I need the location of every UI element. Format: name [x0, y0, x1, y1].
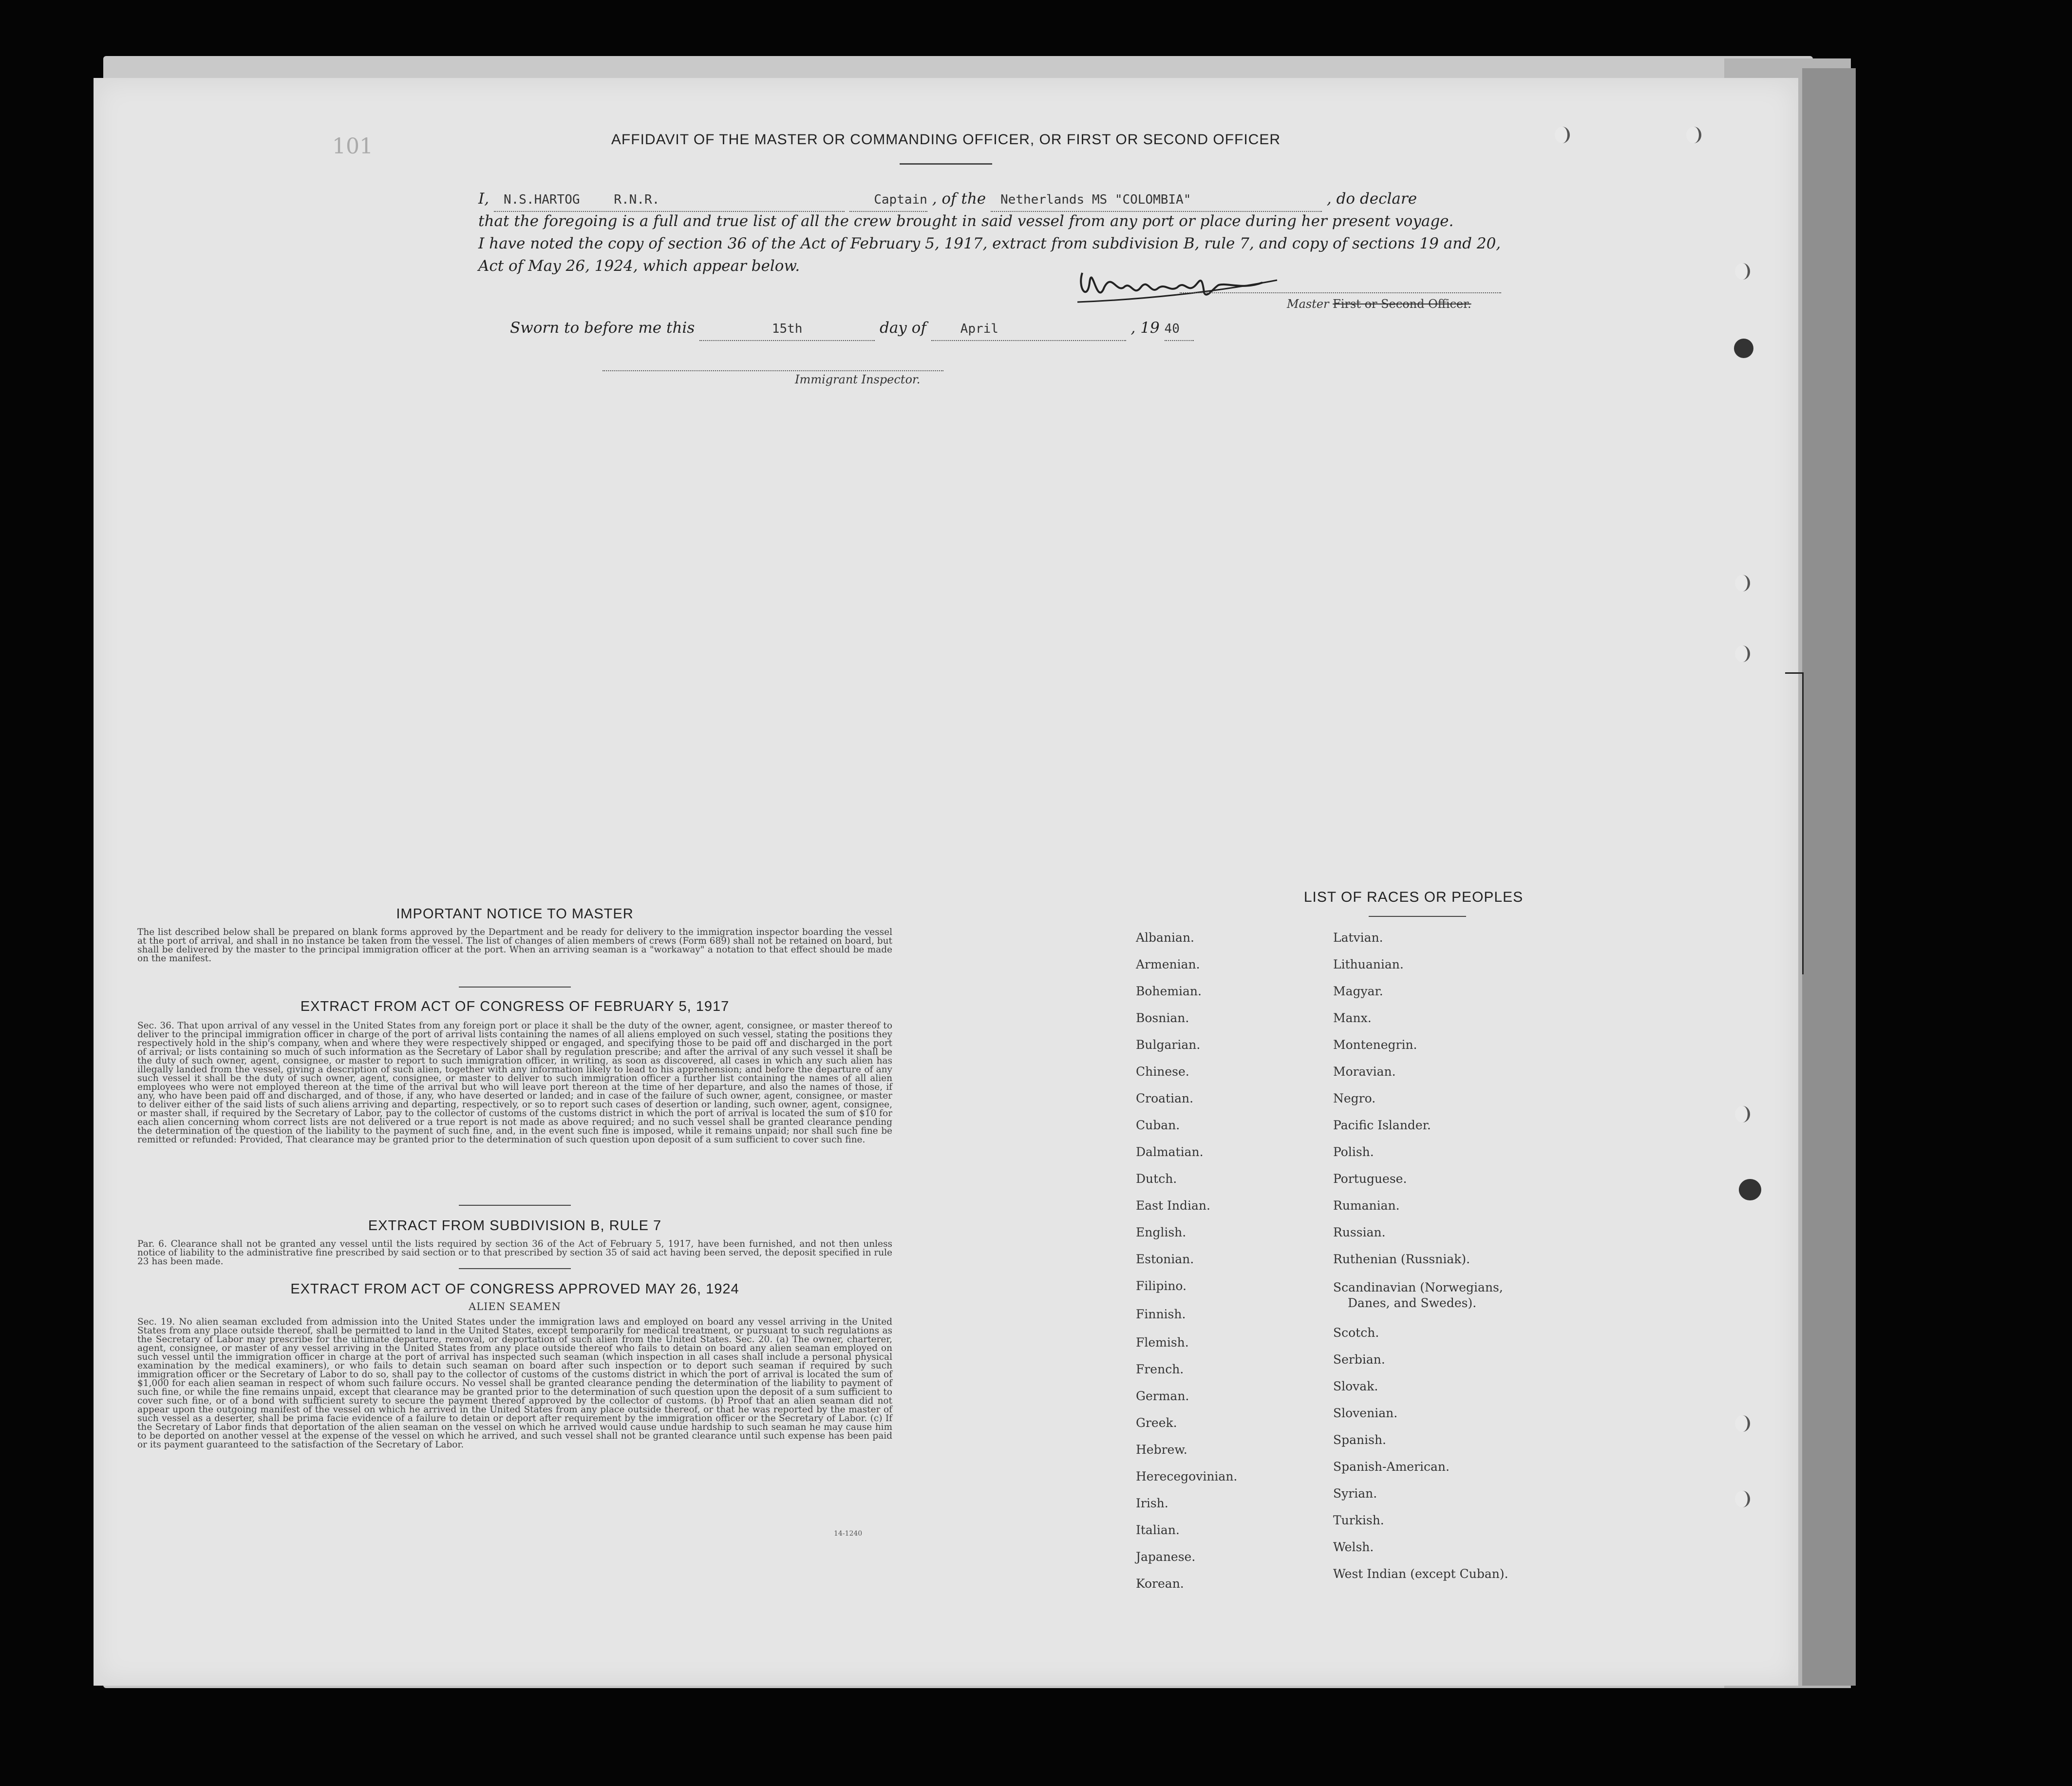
race-item: Welsh.: [1333, 1540, 1374, 1554]
races-left-column: [1136, 931, 1237, 1603]
prefix-i: I,: [478, 190, 490, 208]
punch-hole: [1735, 1106, 1750, 1122]
punch-hole: [1735, 646, 1750, 662]
race-item: Latvian.: [1333, 931, 1383, 945]
race-item: Armenian.: [1136, 957, 1200, 971]
races-title-rule: [1369, 916, 1466, 917]
signer-master: Master: [1287, 297, 1329, 311]
race-item: Slovenian.: [1333, 1406, 1398, 1420]
race-item: Albanian.: [1136, 931, 1195, 945]
race-item: Greek.: [1136, 1416, 1177, 1430]
sworn-day-field: [699, 317, 875, 341]
race-item: West Indian (except Cuban).: [1333, 1567, 1508, 1581]
punch-hole: [1734, 339, 1753, 358]
extract-1924-subtitle: ALIEN SEAMEN: [469, 1301, 561, 1312]
race-item: Moravian.: [1333, 1064, 1396, 1079]
race-item: Japanese.: [1136, 1550, 1196, 1564]
divider: [459, 1268, 571, 1269]
affidavit-line-3: I have noted the copy of section 36 of the Act of February 5, 1917, extract from subdivision B, rule 7, and copy of sections 19 and 20,: [478, 235, 1501, 252]
race-item: Scotch.: [1333, 1326, 1379, 1340]
races-right-column: [1333, 931, 1508, 1594]
race-item: Turkish.: [1333, 1513, 1384, 1527]
race-item: English.: [1136, 1225, 1187, 1239]
extract-1924-body: Sec. 19. No alien seaman excluded from admission into the United States under the immigration laws and employed on board any vessel arriving in the United States from any place outside thereof, shall be permitted to land in the United States, except temporarily for medical treatment, or pursuant to such regulations as the Secretary of Labor may prescribe for the ultimate departure, removal, or deportation of such alien from the United States. Sec. 20. (a) The owner, charterer, agent, consignee, or master of any vessel arriving in the United States from any place outside thereof who fails to detain on board any alien seaman employed on such vessel until the immigration officer in charge at the port of arrival has inspected such seaman (which inspection in all cases shall include a personal physical examination by the medical examiners), or who fails to detain such seaman on board after such inspection or to deport such seaman if required by such immigration officer or the Secretary of Labor to do so, shall pay to the collector of customs of the customs district in which the port of arrival is located the sum of $1,000 for each alien seaman in respect of whom such failure occurs. No vessel shall be granted clearance pending the determination of the liability to payment of such fine, or while the fine remains unpaid, except that clearance may be granted prior to the determination of such question upon the deposit of a sum sufficient to cover such fine, or of a bond with sufficient surety to secure the payment thereof approved by the collector of customs. (b) Proof that an alien seaman did not appear upon the outgoing manifest of the vessel on which he arrived in the United States from any place outside thereof, or that he was reported by the master of such vessel as a deserter, shall be prima facie evidence of a failure to detain or deport after requirement by the immigration officer or the Secretary of Labor. (c) If the Secretary of Labor finds that deportation of the alien seaman on the vessel on which he arrived would cause undue hardship to such seaman he may cause him to be deported on another vessel at the expense of the vessel on which he arrived, and such vessel shall not be granted clearance until such expense has been paid or its payment guaranteed to the satisfaction of the Secretary of Labor.: [137, 1317, 892, 1450]
race-item: Slovak.: [1333, 1379, 1378, 1393]
declare-text: , do declare: [1326, 190, 1417, 208]
race-item: Spanish.: [1333, 1433, 1387, 1447]
back-sheet-shadow: [1802, 68, 1856, 1686]
sworn-year: 40: [1164, 322, 1180, 336]
day-of-text: day of: [879, 319, 926, 337]
vessel-field: [991, 188, 1322, 212]
affidavit-line-4: Act of May 26, 1924, which appear below.: [478, 257, 800, 275]
race-item: Bulgarian.: [1136, 1038, 1201, 1052]
punch-hole: [1735, 1491, 1750, 1507]
race-item: Dalmatian.: [1136, 1145, 1204, 1159]
notice-title: IMPORTANT NOTICE TO MASTER: [396, 906, 634, 922]
punch-hole: [1739, 1179, 1761, 1200]
race-item: Scandinavian (Norwegians,: [1333, 1280, 1503, 1294]
extract-1924-title: EXTRACT FROM ACT OF CONGRESS APPROVED MAY 26, 1924: [290, 1281, 739, 1297]
extract-1917-body: Sec. 36. That upon arrival of any vessel in the United States from any foreign port or place it shall be the duty of the owner, agent, consignee, or master thereof to deliver to the principal immigration officer in charge of the port of arrival lists containing the names of all aliens employed on such vessel, stating the positions they respectively hold in the ship's company, when and where they were respectively shipped or engaged, and specifying those to be paid off and discharged in the port of arrival; or lists containing so much of such information as the Secretary of Labor shall by regulation prescribe; and after the arrival of any such vessel it shall be the duty of such owner, agent, consignee, or master to report to such immigration officer, in writing, as soon as discovered, all cases in which any such alien has illegally landed from the vessel, giving a description of such alien, together with any information likely to lead to his apprehension; and before the departure of any such vessel it shall be the duty of such owner, agent, consignee, or master to deliver to such immigration officer a further list containing the names of all alien employees who were not employed thereon at the time of the arrival but who will leave port thereon at the time of her departure, and also the names of those, if any, who have been paid off and discharged, and of those, if any, who have deserted or landed; and in case of the failure of such owner, agent, consignee, or master to deliver either of the said lists of such aliens arriving and departing, respectively, or so to report such cases of desertion or landing, such owner, agent, consignee, or master shall, if required by the Secretary of Labor, pay to the collector of customs of the customs district in which the port of arrival is located the sum of $10 for each alien concerning whom correct lists are not delivered or a true report is not made as above required; and no such vessel shall be granted clearance pending the determination of the question of the liability to the payment of such fine, and, in the event such fine is imposed, while it remains unpaid; nor shall such fine be remitted or refunded: Provided, That clearance may be granted prior to the determination of such question upon deposit of a sum sufficient to cover such fine.: [137, 1021, 892, 1145]
race-item: Irish.: [1136, 1496, 1168, 1510]
affidavit-line-2: that the foregoing is a full and true list of all the crew brought in said vessel from any port or place during her present voyage.: [478, 212, 1454, 230]
race-item: Dutch.: [1136, 1172, 1177, 1186]
race-item: Spanish-American.: [1333, 1460, 1450, 1474]
race-item: Filipino.: [1136, 1279, 1187, 1293]
race-item: Bohemian.: [1136, 984, 1202, 998]
sworn-line: [510, 317, 1194, 341]
race-item: Estonian.: [1136, 1252, 1194, 1266]
document-page: [94, 78, 1798, 1686]
races-title: LIST OF RACES OR PEOPLES: [1303, 889, 1524, 905]
race-item: Hebrew.: [1136, 1443, 1187, 1457]
race-item: Flemish.: [1136, 1335, 1189, 1349]
name-suffix: R.N.R.: [614, 192, 660, 207]
race-item: Manx.: [1333, 1011, 1372, 1025]
extract-rule7-body: Par. 6. Clearance shall not be granted any vessel until the lists required by section 36 of the Act of February 5, 1917, have been furnished, and not then unless notice of liability to the administrative fine prescribed by said section or to that prescribed by section 35 of said act having been served, the deposit specified in rule 23 has been made.: [137, 1239, 892, 1267]
race-item: East Indian.: [1136, 1198, 1210, 1213]
race-item: Herecegovinian.: [1136, 1469, 1238, 1483]
rank-field: [849, 188, 927, 212]
punch-hole: [1735, 1415, 1750, 1432]
extract-rule7-title: EXTRACT FROM SUBDIVISION B, RULE 7: [368, 1218, 662, 1234]
sworn-prefix: Sworn to before me this: [510, 319, 695, 337]
bracket-mark: [1802, 672, 1804, 974]
race-item-continued: Danes, and Swedes).: [1348, 1296, 1477, 1310]
affidavit-line-1: [478, 188, 1526, 212]
signer-struck: First or Second Officer.: [1333, 297, 1471, 311]
sworn-day: 15th: [772, 322, 803, 336]
race-item: Polish.: [1333, 1145, 1374, 1159]
punch-hole: [1686, 127, 1701, 143]
divider: [459, 1205, 571, 1206]
race-item: French.: [1136, 1362, 1184, 1376]
signature-line: [1180, 292, 1501, 293]
name-field: [494, 188, 845, 212]
race-item: Chinese.: [1136, 1064, 1189, 1079]
race-item: German.: [1136, 1389, 1189, 1403]
race-item: Lithuanian.: [1333, 957, 1404, 971]
race-item: Portuguese.: [1333, 1172, 1407, 1186]
punch-hole: [1735, 575, 1750, 591]
of-the-text: , of the: [932, 190, 986, 208]
extract-1917-title: EXTRACT FROM ACT OF CONGRESS OF FEBRUARY 5, 1917: [300, 999, 730, 1014]
race-item: Korean.: [1136, 1577, 1184, 1591]
master-name: N.S.HARTOG: [503, 192, 580, 207]
race-item: Russian.: [1333, 1225, 1386, 1239]
sworn-month-field: [931, 317, 1126, 341]
race-item: Magyar.: [1333, 984, 1383, 998]
race-item: Bosnian.: [1136, 1011, 1189, 1025]
signer-title: [1287, 297, 1471, 311]
race-item: Negro.: [1333, 1091, 1376, 1105]
affidavit-title: AFFIDAVIT OF THE MASTER OR COMMANDING OFFICER, OR FIRST OR SECOND OFFICER: [611, 132, 1281, 148]
race-item: Syrian.: [1333, 1486, 1377, 1501]
race-item: Ruthenian (Russniak).: [1333, 1252, 1470, 1266]
rank-value: Captain: [874, 192, 927, 207]
punch-hole: [1555, 127, 1570, 143]
race-item: Montenegrin.: [1333, 1038, 1417, 1052]
year-prefix: , 19: [1130, 319, 1160, 337]
sworn-month: April: [960, 322, 998, 336]
race-item: Croatian.: [1136, 1091, 1194, 1105]
race-item: Cuban.: [1136, 1118, 1180, 1132]
inspector-label: Immigrant Inspector.: [795, 373, 921, 386]
race-item: Italian.: [1136, 1523, 1180, 1537]
notice-body: The list described below shall be prepared on blank forms approved by the Department and be ready for delivery to the immigration inspector boarding the vessel at the port of arrival, and shall in no instance be taken from the vessel. The list of changes of alien members of crews (Form 689) shall not be retained on board, but shall be delivered by the master to the principal immigration officer at the port. When an arriving seaman is a "workaway" a notation to that effect should be made on the manifest.: [137, 927, 892, 964]
form-number: 14-1240: [834, 1530, 863, 1538]
race-item: Serbian.: [1333, 1352, 1385, 1367]
race-item: Finnish.: [1136, 1307, 1186, 1321]
punch-hole: [1735, 263, 1750, 280]
inspector-signature-line: [603, 370, 943, 371]
race-item: Rumanian.: [1333, 1198, 1400, 1213]
year-field: [1165, 317, 1194, 341]
title-rule: [900, 163, 992, 165]
bracket-mark: [1785, 672, 1804, 674]
divider: [459, 987, 571, 988]
vessel-name: Netherlands MS "COLOMBIA": [1000, 192, 1191, 207]
race-item: Pacific Islander.: [1333, 1118, 1431, 1132]
margin-note: 101: [332, 134, 373, 159]
